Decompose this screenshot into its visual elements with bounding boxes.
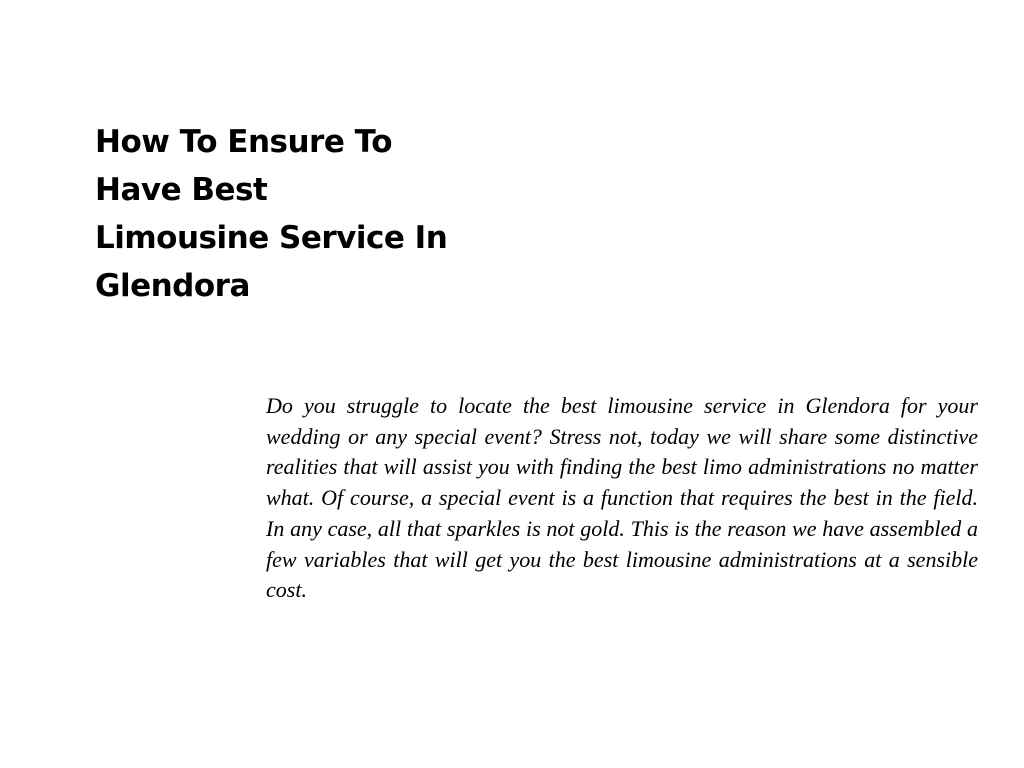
title-line: How To Ensure To bbox=[95, 124, 392, 160]
title-line: Limousine Service In bbox=[95, 220, 448, 256]
slide-body-text: Do you struggle to locate the best limousine service in Glendora for your wedding or any special event? Stress not, today we will share some distinctive realities that will assist you with finding the best limo administrations no matter what. Of course, a special event is a function that requires the best in the field. In any case, all that sparkles is not gold. This is the reason we have assembled a few variables that will get you the best limousine administrations at a sensible cost. bbox=[266, 393, 978, 603]
title-line: Have Best bbox=[95, 172, 268, 208]
title-line: Glendora bbox=[95, 268, 250, 304]
slide-title bbox=[95, 118, 515, 310]
